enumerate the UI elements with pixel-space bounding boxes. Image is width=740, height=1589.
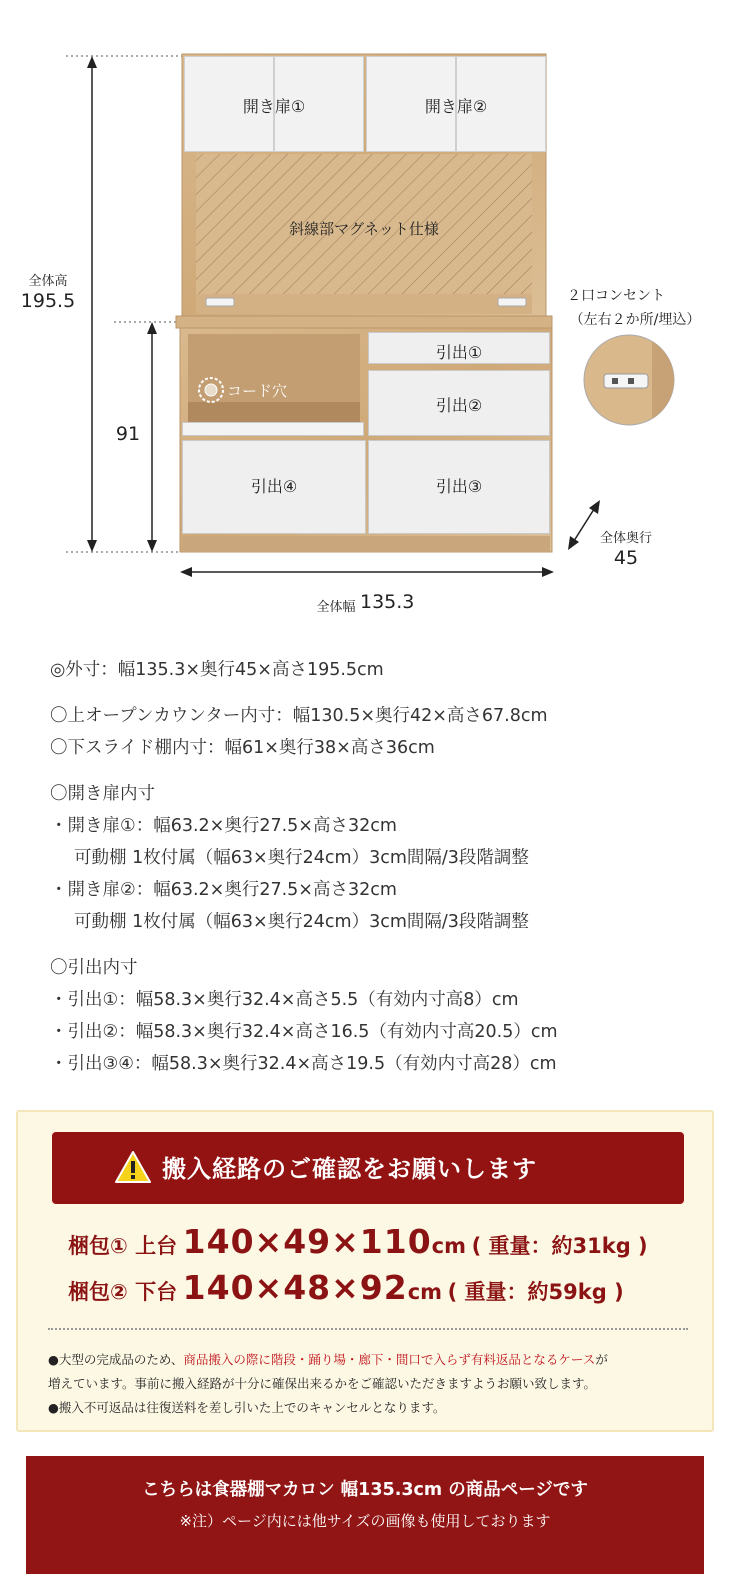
cord-hole-label: コード穴 bbox=[227, 382, 288, 400]
door-1-label: 開き扉① bbox=[242, 97, 306, 116]
package-1-label: 梱包① 上台 bbox=[68, 1234, 178, 1258]
spec-drawer-2: ・引出②：幅58.3×奥行32.4×高さ16.5（有効内寸高20.5）cm bbox=[50, 1022, 558, 1042]
warning-icon bbox=[114, 1150, 152, 1184]
delivery-notice bbox=[16, 1110, 714, 1432]
spec-drawer-heading: 〇引出内寸 bbox=[50, 958, 138, 978]
package-2-size: 140×48×92 bbox=[182, 1268, 408, 1307]
package-1-weight: ( 重量：約31kg ) bbox=[471, 1234, 648, 1258]
note-line-1 bbox=[48, 1350, 608, 1368]
package-2-label: 梱包② 下台 bbox=[68, 1280, 178, 1304]
drawer-4-label: 引出④ bbox=[250, 477, 298, 496]
slide-shelf-front bbox=[182, 422, 364, 436]
outlet-subtitle: （左右２か所/埋込） bbox=[569, 312, 701, 328]
package-2-weight: ( 重量：約59kg ) bbox=[447, 1280, 624, 1304]
dotted-divider bbox=[48, 1328, 688, 1330]
spec-door-2: ・開き扉②：幅63.2×奥行27.5×高さ32cm bbox=[50, 880, 397, 900]
spec-door-heading: 〇開き扉内寸 bbox=[50, 784, 155, 804]
depth-value: 45 bbox=[613, 547, 639, 569]
height-label: 全体高 bbox=[28, 274, 68, 289]
footer-main-text: こちらは食器棚マカロン 幅135.3cm の商品ページです bbox=[142, 1480, 588, 1500]
notice-title: 搬入経路のご確認をお願いします bbox=[162, 1155, 537, 1183]
note-1-start: ●大型の完成品のため、 bbox=[48, 1352, 184, 1367]
note-line-2: 増えています。事前に搬入経路が十分に確保出来るかをご確認いただきますようお願い致します。 bbox=[48, 1376, 597, 1391]
notice-banner bbox=[52, 1132, 684, 1204]
outlet-title: ２口コンセント bbox=[567, 288, 665, 304]
package-1-unit: cm bbox=[431, 1234, 467, 1258]
product-page-banner[interactable] bbox=[26, 1456, 704, 1574]
note-1-warning: 商品搬入の際に階段・踊り場・廊下・間口で入らず有料返品となるケース bbox=[183, 1352, 596, 1367]
spec-drawer-1: ・引出①：幅58.3×奥行32.4×高さ5.5（有効内寸高8）cm bbox=[50, 990, 519, 1010]
spec-door-1-shelf: 可動棚 1枚付属（幅63×奥行24cm）3cm間隔/3段階調整 bbox=[74, 848, 529, 868]
spec-upper-open: 〇上オープンカウンター内寸：幅130.5×奥行42×高さ67.8cm bbox=[50, 706, 548, 726]
package-1-size: 140×49×110 bbox=[182, 1222, 432, 1261]
cabinet-diagram bbox=[0, 0, 740, 640]
width-label: 全体幅 bbox=[316, 600, 356, 615]
footer-sub-text: ※注）ページ内には他サイズの画像も使用しております bbox=[179, 1512, 551, 1530]
package-2 bbox=[68, 1268, 624, 1307]
width-value: 135.3 bbox=[360, 591, 415, 613]
magnet-label: 斜線部マグネット仕様 bbox=[289, 220, 439, 238]
note-1-end: が bbox=[595, 1352, 608, 1367]
drawer-1-label: 引出① bbox=[435, 343, 483, 362]
spec-door-2-shelf: 可動棚 1枚付属（幅63×奥行24cm）3cm間隔/3段階調整 bbox=[74, 912, 529, 932]
note-line-3: ●搬入不可返品は往復送料を差し引いた上でのキャンセルとなります。 bbox=[48, 1400, 446, 1415]
spec-lower-slide: 〇下スライド棚内寸：幅61×奥行38×高さ36cm bbox=[50, 738, 435, 758]
spec-outer: ◎外寸：幅135.3×奥行45×高さ195.5cm bbox=[50, 660, 384, 680]
package-2-unit: cm bbox=[407, 1280, 443, 1304]
lower-height-value: 91 bbox=[115, 423, 141, 445]
height-value: 195.5 bbox=[20, 290, 76, 312]
package-1 bbox=[68, 1222, 648, 1261]
door-2-label: 開き扉② bbox=[424, 97, 488, 116]
spec-drawer-34: ・引出③④：幅58.3×奥行32.4×高さ19.5（有効内寸高28）cm bbox=[50, 1054, 557, 1074]
drawer-2-label: 引出② bbox=[435, 396, 483, 415]
drawer-3-label: 引出③ bbox=[435, 477, 483, 496]
depth-label: 全体奥行 bbox=[599, 531, 652, 546]
spec-door-1: ・開き扉①：幅63.2×奥行27.5×高さ32cm bbox=[50, 816, 397, 836]
